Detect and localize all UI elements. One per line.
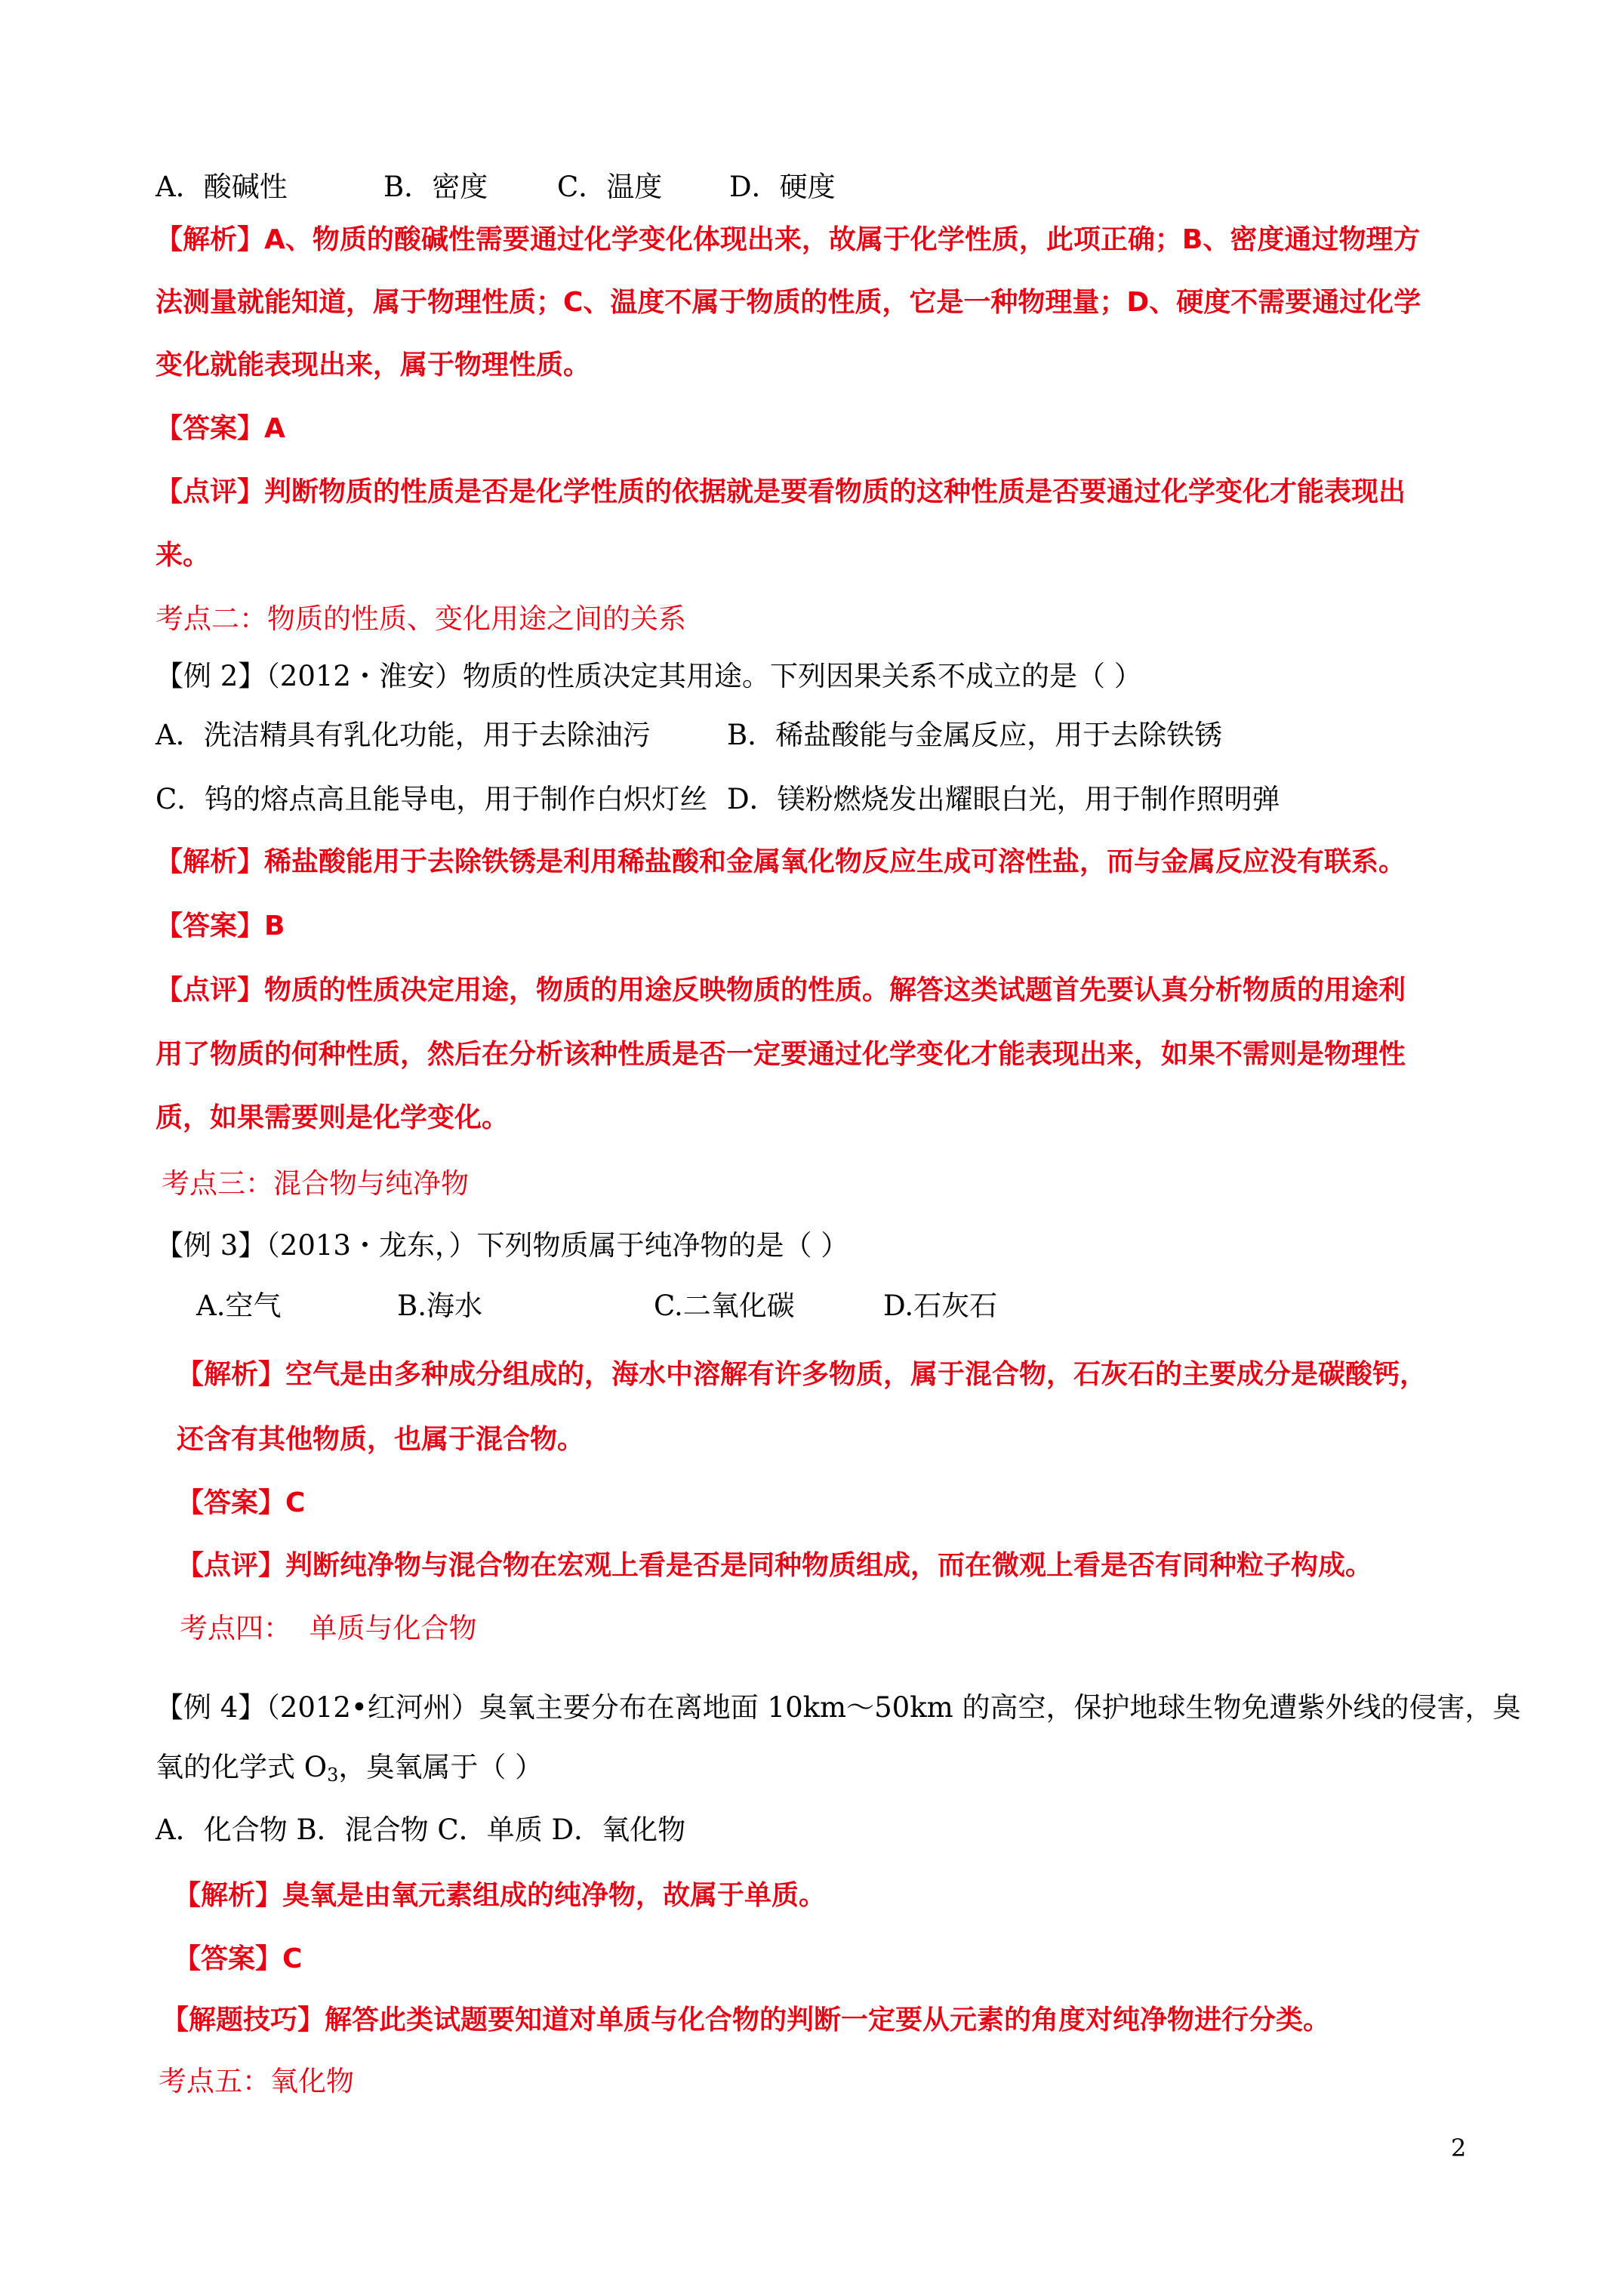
kp5-title: 考点五：氧化物 (159, 2065, 354, 2097)
q3-option-a: A.空气 (196, 1290, 282, 1322)
page-number: 2 (1451, 2134, 1467, 2162)
q3-option-c: C.二氧化碳 (654, 1290, 795, 1322)
answer-value: B (264, 911, 285, 942)
q4-answer (174, 1941, 302, 1977)
q4-stem-line-2: 氧的化学式 $O_3$，臭氧属于（ ） (156, 1751, 544, 1786)
q1-analysis-line-2: 法测量就能知道，属于物理性质；C、温度不属于物质的性质，它是一种物理量；D、硬度不需要通过化学 (156, 287, 1421, 318)
q2-options-row-1 (156, 717, 1222, 754)
q1-option-a: A．酸碱性 (156, 171, 288, 203)
q3-option-d: D.石灰石 (883, 1290, 998, 1322)
analysis-label: 【解析】 (174, 1880, 283, 1911)
q2-comment-line-1: 【点评】物质的性质决定用途，物质的用途反映物质的性质。解答这类试题首先要认真分析物质的用途利 (156, 972, 1406, 1009)
q1-answer (156, 411, 285, 447)
q2-options-row-2 (156, 781, 1280, 818)
q2-analysis: 【解析】稀盐酸能用于去除铁锈是利用稀盐酸和金属氧化物反应生成可溶性盐，而与金属反应没有联系。 (156, 844, 1406, 880)
q2-option-b: B．稀盐酸能与金属反应，用于去除铁锈 (727, 719, 1223, 751)
q3-stem: 【例 3】（2013・龙东，）下列物质属于纯净物的是（ ） (156, 1229, 849, 1262)
subscript: 3 (327, 1764, 339, 1786)
q1-options (156, 169, 836, 205)
q1-option-d: D．硬度 (729, 171, 836, 203)
q3-analysis-line-2: 还含有其他物质，也属于混合物。 (177, 1424, 585, 1455)
kp2-title: 考点二：物质的性质、变化用途之间的关系 (156, 603, 686, 635)
tip-label: 【解题技巧】 (162, 2005, 325, 2036)
comment-label: 【点评】 (177, 1550, 286, 1581)
q3-option-b: B.海水 (397, 1290, 482, 1322)
q2-option-a: A．洗洁精具有乳化功能，用于去除油污 (156, 719, 651, 751)
answer-value: C (285, 1487, 306, 1518)
answer-label: 【答案】 (156, 911, 265, 942)
q2-comment-line-2: 用了物质的何种性质，然后在分析该种性质是否一定要通过化学变化才能表现出来，如果不需则是物理性 (156, 1039, 1406, 1070)
kp4-title: 考点四： 单质与化合物 (180, 1612, 477, 1644)
q1-comment-line-2: 来。 (156, 540, 211, 571)
analysis-label: 【解析】 (156, 846, 265, 877)
q4-tip: 【解题技巧】解答此类试题要知道对单质与化合物的判断一定要从元素的角度对纯净物进行分类。 (162, 2002, 1330, 2039)
q2-option-d: D．镁粉燃烧发出耀眼白光，用于制作照明弹 (727, 783, 1280, 815)
q2-answer (156, 908, 285, 945)
q4-options: A．化合物 B．混合物 C．单质 D．氧化物 (156, 1814, 686, 1846)
q2-stem: 【例 2】（2012・淮安）物质的性质决定其用途。下列因果关系不成立的是（ ） (156, 660, 1142, 692)
kp3-title: 考点三：混合物与纯净物 (162, 1167, 469, 1200)
q4-analysis: 【解析】臭氧是由氧元素组成的纯净物，故属于单质。 (174, 1878, 826, 1914)
q4-stem-line-1: 【例 4】（2012•红河州）臭氧主要分布在离地面 10km～50km 的高空，保护地球生物免遭紫外线的侵害，臭 (156, 1691, 1521, 1724)
q3-answer (177, 1485, 305, 1521)
comment-label: 【点评】 (156, 476, 265, 507)
answer-label: 【答案】 (156, 413, 265, 444)
q2-comment-line-3: 质，如果需要则是化学变化。 (156, 1102, 510, 1133)
answer-value: A (264, 413, 285, 444)
q1-option-b: B．密度 (383, 171, 488, 203)
q3-comment: 【点评】判断纯净物与混合物在宏观上看是否是同种物质组成，而在微观上看是否有同种粒子构成。 (177, 1548, 1372, 1584)
answer-label: 【答案】 (174, 1943, 283, 1974)
analysis-label: 【解析】 (177, 1359, 286, 1390)
q2-option-c: C．钨的熔点高且能导电，用于制作白炽灯丝 (156, 783, 708, 815)
q3-options (196, 1288, 997, 1324)
q1-comment-line-1: 【点评】判断物质的性质是否是化学性质的依据就是要看物质的这种性质是否要通过化学变化才能表现出 (156, 474, 1406, 510)
answer-label: 【答案】 (177, 1487, 286, 1518)
answer-value: C (282, 1943, 303, 1974)
q1-analysis-line-1: 【解析】A、物质的酸碱性需要通过化学变化体现出来，故属于化学性质，此项正确；B、密度通过物理方 (156, 222, 1420, 258)
q1-analysis-line-3: 变化就能表现出来，属于物理性质。 (156, 350, 591, 381)
comment-label: 【点评】 (156, 975, 265, 1006)
analysis-label: 【解析】 (156, 224, 265, 255)
q1-option-c: C．温度 (557, 171, 663, 203)
q3-analysis-line-1: 【解析】空气是由多种成分组成的，海水中溶解有许多物质，属于混合物，石灰石的主要成分是碳酸钙， (177, 1357, 1427, 1393)
